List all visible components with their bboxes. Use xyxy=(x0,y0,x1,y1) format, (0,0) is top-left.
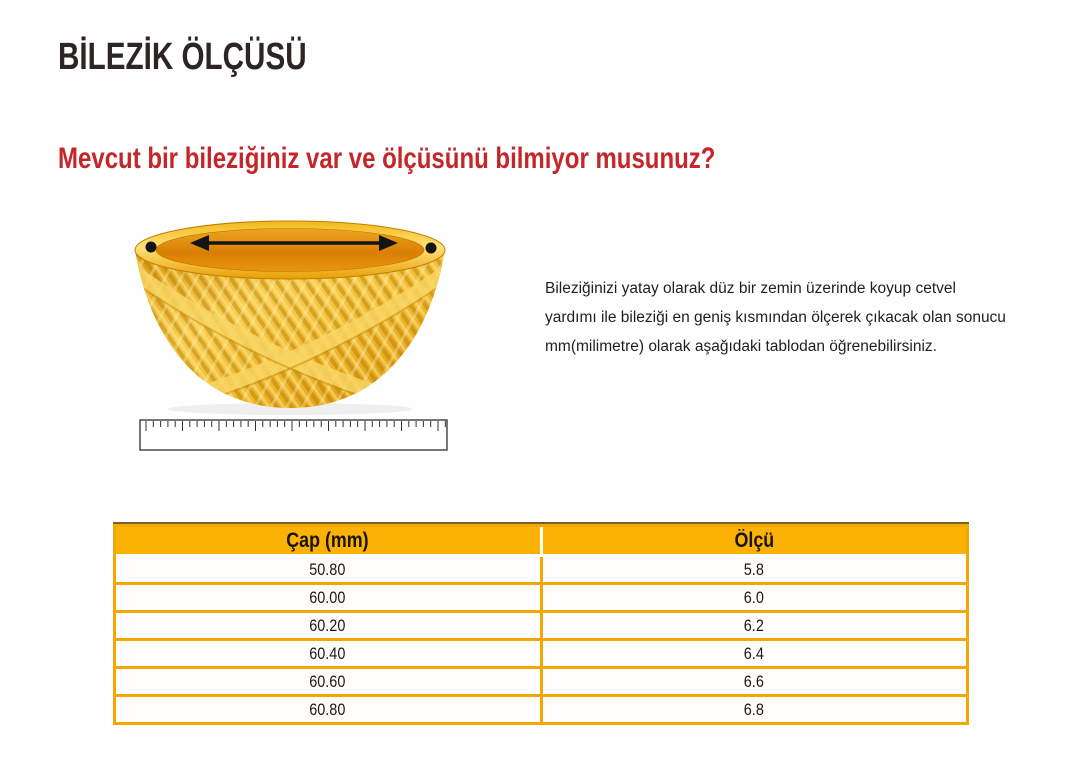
header-cell-olcu xyxy=(540,527,967,554)
cell-olcu: 5.8 xyxy=(540,557,967,582)
table-row xyxy=(116,613,966,638)
cell-cap: 50.80 xyxy=(309,559,346,579)
table-row xyxy=(116,557,966,582)
question-heading xyxy=(58,142,880,176)
size-table-header xyxy=(116,527,966,557)
header-cap-label: Çap (mm) xyxy=(286,528,369,552)
cell-cap: 60.60 xyxy=(309,671,346,691)
cell-cap: 60.00 xyxy=(309,587,346,607)
ruler xyxy=(140,420,447,450)
table-row xyxy=(116,641,966,666)
cell-olcu: 6.0 xyxy=(540,585,967,610)
page-title-text: BİLEZİK ÖLÇÜSÜ xyxy=(58,36,307,78)
description-line: mm(milimetre) olarak aşağıdaki tablodan öğrenebilirsiniz. xyxy=(545,338,937,355)
bangle-opening xyxy=(156,229,424,272)
size-table-body xyxy=(116,557,966,722)
cell-olcu: 6.2 xyxy=(540,613,967,638)
description-line: Bileziğinizi yatay olarak düz bir zemin üzerinde koyup cetvel xyxy=(545,280,956,297)
description-line: yardımı ile bileziği en geniş kısmından ölçerek çıkacak olan sonucu xyxy=(545,309,1006,326)
measure-dot-left xyxy=(146,242,157,253)
table-row xyxy=(116,697,966,722)
table-row xyxy=(116,669,966,694)
measure-dot-right xyxy=(426,243,437,254)
cell-olcu: 6.4 xyxy=(540,641,967,666)
header-cell-cap xyxy=(116,527,540,554)
bangle-svg xyxy=(112,196,472,458)
size-table xyxy=(113,522,969,725)
description-paragraph xyxy=(545,274,1012,361)
bracelet-illustration xyxy=(112,196,472,458)
table-row xyxy=(116,585,966,610)
cell-cap: 60.20 xyxy=(309,615,346,635)
page-title xyxy=(58,36,377,79)
cell-cap: 60.40 xyxy=(309,643,346,663)
cell-cap: 60.80 xyxy=(309,699,346,719)
cell-olcu: 6.6 xyxy=(540,669,967,694)
header-olcu-label: Ölçü xyxy=(734,528,775,552)
cell-olcu: 6.8 xyxy=(540,697,967,722)
question-heading-text: Mevcut bir bileziğiniz var ve ölçüsünü bilmiyor musunuz? xyxy=(58,142,716,175)
